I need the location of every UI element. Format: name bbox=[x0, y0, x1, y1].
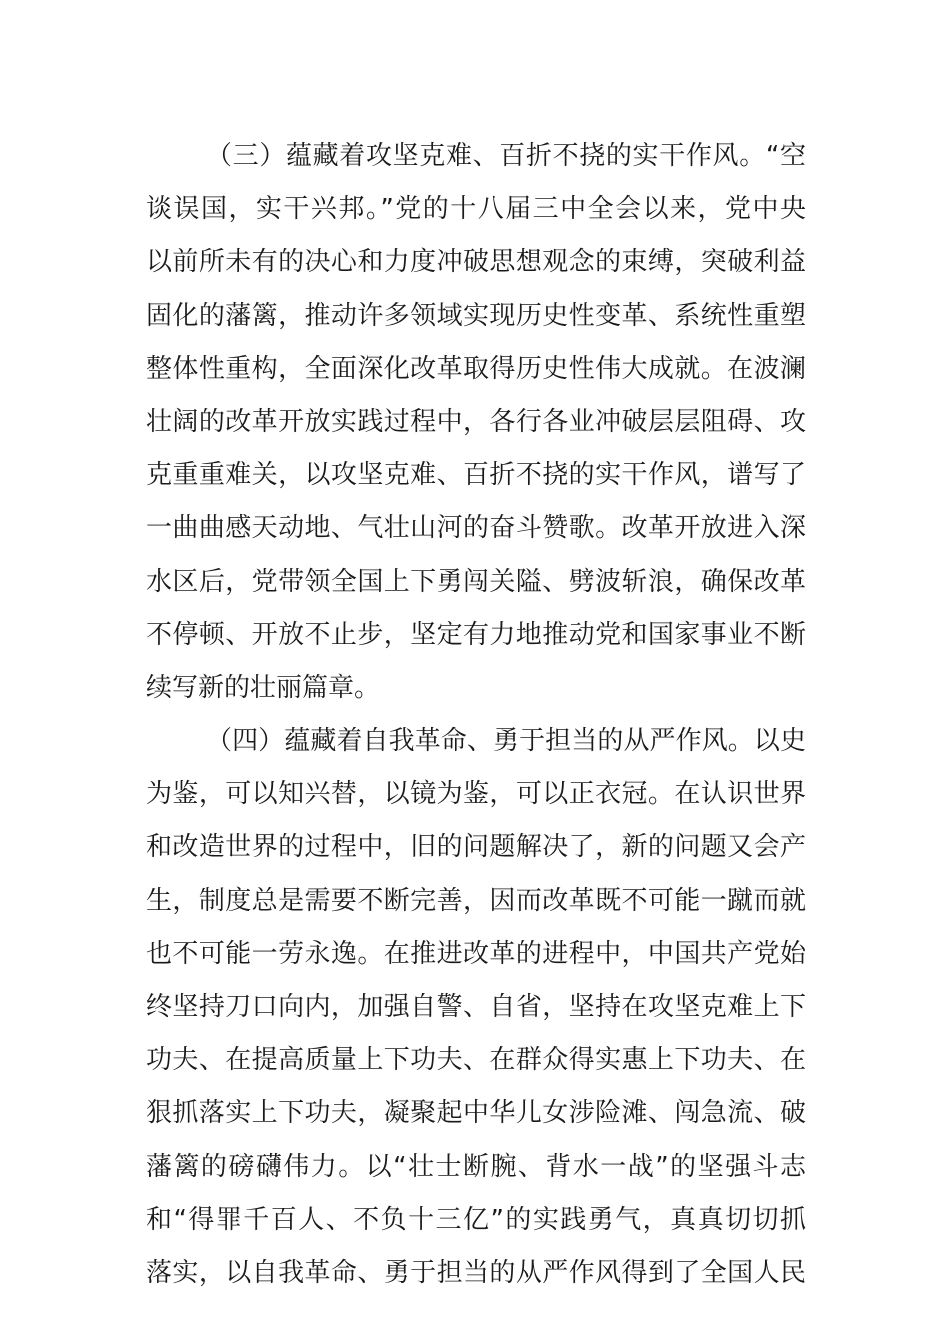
paragraph-line: 不停顿、开放不止步，坚定有力地推动党和国家事业不断 bbox=[146, 619, 806, 650]
paragraph-line: 固化的藩篱，推动许多领域实现历史性变革、系统性重塑 bbox=[146, 300, 806, 331]
paragraph-line: 谈误国，实干兴邦。”党的十八届三中全会以来，党中央 bbox=[146, 194, 806, 225]
paragraph-line: 和“得罪千百人、不负十三亿”的实践勇气，真真切切抓 bbox=[146, 1204, 806, 1235]
paragraph-line: （三）蕴藏着攻坚克难、百折不挠的实干作风。“空 bbox=[206, 141, 806, 171]
paragraph-line: 终坚持刀口向内，加强自警、自省，坚持在攻坚克难上下 bbox=[146, 992, 806, 1022]
paragraph-line: 整体性重构，全面深化改革取得历史性伟大成就。在波澜 bbox=[146, 353, 806, 384]
paragraph-line: 落实，以自我革命、勇于担当的从严作风得到了全国人民 bbox=[146, 1257, 806, 1288]
body-text bbox=[146, 130, 806, 1300]
paragraph-line: 功夫、在提高质量上下功夫、在群众得实惠上下功夫、在 bbox=[146, 1045, 806, 1076]
paragraph-line: 生，制度总是需要不断完善，因而改革既不可能一蹴而就 bbox=[146, 885, 806, 916]
paragraph-line: 克重重难关，以攻坚克难、百折不挠的实干作风，谱写了 bbox=[146, 460, 806, 491]
paragraph-line: 狠抓落实上下功夫，凝聚起中华儿女涉险滩、闯急流、破 bbox=[146, 1098, 806, 1129]
paragraph-section-three bbox=[146, 130, 806, 715]
paragraph-line: 藩篱的磅礴伟力。以“壮士断腕、背水一战”的坚强斗志 bbox=[146, 1151, 806, 1182]
paragraph-line: 以前所未有的决心和力度冲破思想观念的束缚，突破利益 bbox=[146, 247, 806, 278]
paragraph-line: 水区后，党带领全国上下勇闯关隘、劈波斩浪，确保改革 bbox=[146, 566, 806, 597]
paragraph-line: 也不可能一劳永逸。在推进改革的进程中，中国共产党始 bbox=[146, 938, 806, 969]
paragraph-line: 和改造世界的过程中，旧的问题解决了，新的问题又会产 bbox=[146, 832, 806, 863]
paragraph-line: （四）蕴藏着自我革命、勇于担当的从严作风。以史 bbox=[206, 726, 806, 757]
paragraph-line: 一曲曲感天动地、气壮山河的奋斗赞歌。改革开放进入深 bbox=[146, 513, 806, 544]
paragraph-line: 续写新的壮丽篇章。 bbox=[146, 672, 381, 703]
paragraph-line: 壮阔的改革开放实践过程中，各行各业冲破层层阻碍、攻 bbox=[146, 406, 806, 437]
paragraph-section-four bbox=[146, 715, 806, 1300]
paragraph-line: 为鉴，可以知兴替，以镜为鉴，可以正衣冠。在认识世界 bbox=[146, 779, 806, 810]
